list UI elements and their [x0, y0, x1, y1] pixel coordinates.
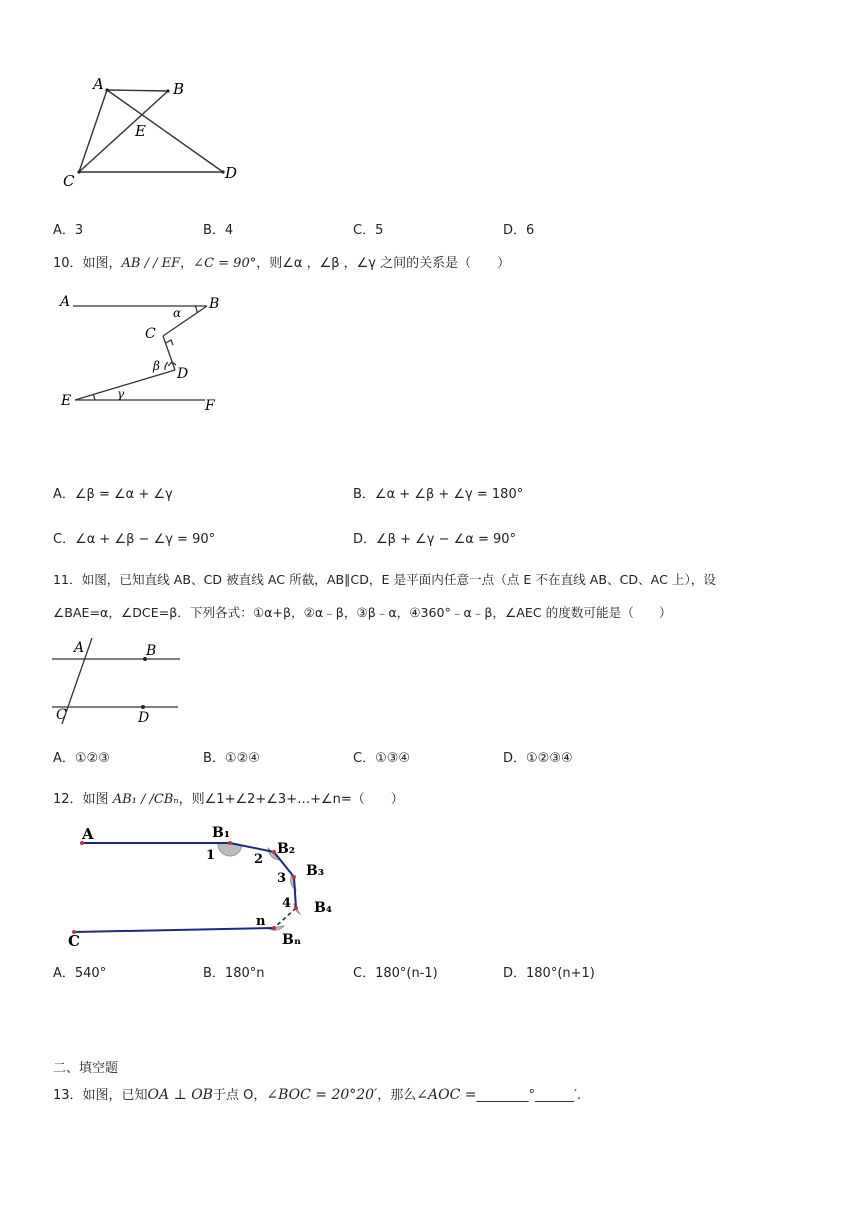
q11-label-a: A: [74, 640, 85, 656]
q12-option-c[interactable]: C．180°(n-1): [353, 966, 438, 981]
q9-label-d: D: [225, 164, 238, 182]
q11-label-b: B: [146, 643, 157, 659]
q10-label-gamma: γ: [117, 387, 125, 401]
q13-minute-sign: ′.: [573, 1088, 582, 1103]
q9-figure: [55, 70, 255, 195]
q12-label-n: n: [256, 914, 266, 929]
q12-label-b2: B₂: [277, 841, 295, 857]
q12-label-a: A: [82, 825, 94, 843]
q12-label-2: 2: [254, 852, 264, 867]
q12-stem-post: ，则∠1+∠2+∠3+…+∠n=（ ）: [178, 792, 404, 807]
q10-label-e: E: [61, 393, 72, 409]
q12-label-c: C: [68, 932, 80, 950]
q10-label-alpha: α: [173, 306, 182, 320]
q12-label-4: 4: [282, 896, 292, 911]
q12-label-bn: Bₙ: [282, 932, 302, 948]
q12-figure: [60, 822, 350, 950]
q10-stem-post: ，则∠α ，∠β ，∠γ 之间的关系是（ ）: [256, 256, 511, 271]
q11-label-d: D: [138, 710, 150, 726]
q13-stem-mid: 于点 O，: [212, 1088, 267, 1103]
q10-option-a[interactable]: A．∠β = ∠α + ∠γ: [53, 487, 173, 502]
q10-cond-right-angle: ∠C = 90°: [193, 256, 257, 271]
q13-stem: [53, 1084, 581, 1103]
q13-cond-perpendicular: OA ⊥ OB: [147, 1087, 213, 1103]
q12-stem: [53, 788, 404, 807]
q12-option-b[interactable]: B．180°n: [203, 966, 265, 981]
q9-label-b: B: [173, 80, 185, 98]
q9-option-b[interactable]: B．4: [203, 223, 234, 238]
q13-cond-angle-boc: ∠BOC = 20°20′: [266, 1087, 378, 1103]
q9-label-c: C: [63, 172, 75, 190]
q11-stem-line1: 11．如图，已知直线 AB、CD 被直线 AC 所截，AB∥CD，E 是平面内任意一点（点 E 不在直线 AB、CD、AC 上），设: [53, 572, 716, 587]
q10-label-beta: β: [153, 359, 160, 373]
q10-stem: [53, 252, 510, 271]
q10-option-d[interactable]: D．∠β + ∠γ − ∠α = 90°: [353, 532, 517, 547]
q12-label-b4: B₄: [314, 900, 332, 916]
q10-label-a: A: [60, 294, 71, 310]
q10-cond-parallel: AB / / EF: [121, 256, 181, 271]
section-title-fill-in: 二、填空题: [53, 1061, 119, 1076]
q9-option-d[interactable]: D．6: [503, 223, 535, 238]
q12-cond-parallel: AB₁ / /CBₙ: [112, 792, 179, 807]
q11-figure: [48, 634, 188, 726]
q10-label-d: D: [177, 366, 189, 382]
q11-stem-line2: ∠BAE=α，∠DCE=β．下列各式：①α+β，②α﹣β，③β﹣α，④360°﹣α﹣β，∠AEC 的度数可能是（ ）: [53, 605, 672, 620]
q10-label-f: F: [205, 398, 215, 414]
q13-blank-degrees[interactable]: ________: [476, 1088, 529, 1103]
q13-stem-mid2: ，那么: [377, 1088, 417, 1103]
q13-cond-angle-aoc: ∠AOC =: [416, 1087, 477, 1103]
q9-option-c[interactable]: C．5: [353, 223, 384, 238]
q11-option-c[interactable]: C．①③④: [353, 751, 411, 766]
q9-option-a[interactable]: A．3: [53, 223, 84, 238]
q10-figure: [55, 288, 235, 418]
q13-blank-minutes[interactable]: ______: [534, 1088, 574, 1103]
q10-option-b[interactable]: B．∠α + ∠β + ∠γ = 180°: [353, 487, 524, 502]
q11-option-d[interactable]: D．①②③④: [503, 751, 573, 766]
q12-label-3: 3: [277, 871, 287, 886]
q12-label-1: 1: [206, 848, 216, 863]
q12-option-a[interactable]: A．540°: [53, 966, 107, 981]
q12-option-d[interactable]: D．180°(n+1): [503, 966, 595, 981]
q13-stem-pre: 13．如图，已知: [53, 1088, 148, 1103]
q11-option-a[interactable]: A．①②③: [53, 751, 110, 766]
q11-option-b[interactable]: B．①②④: [203, 751, 260, 766]
q9-label-e: E: [135, 122, 146, 140]
q10-label-c: C: [145, 326, 156, 342]
q12-stem-pre: 12．如图: [53, 792, 113, 807]
q9-label-a: A: [93, 75, 104, 93]
q10-label-b: B: [209, 296, 220, 312]
q11-label-c: C: [56, 707, 67, 723]
q12-label-b1: B₁: [212, 825, 230, 841]
q10-stem-pre: 10．如图，: [53, 256, 122, 271]
q10-stem-sep: ，: [180, 256, 194, 271]
q10-option-c[interactable]: C．∠α + ∠β − ∠γ = 90°: [53, 532, 216, 547]
q13-degree-sign: °: [528, 1088, 535, 1103]
q12-label-b3: B₃: [306, 863, 324, 879]
